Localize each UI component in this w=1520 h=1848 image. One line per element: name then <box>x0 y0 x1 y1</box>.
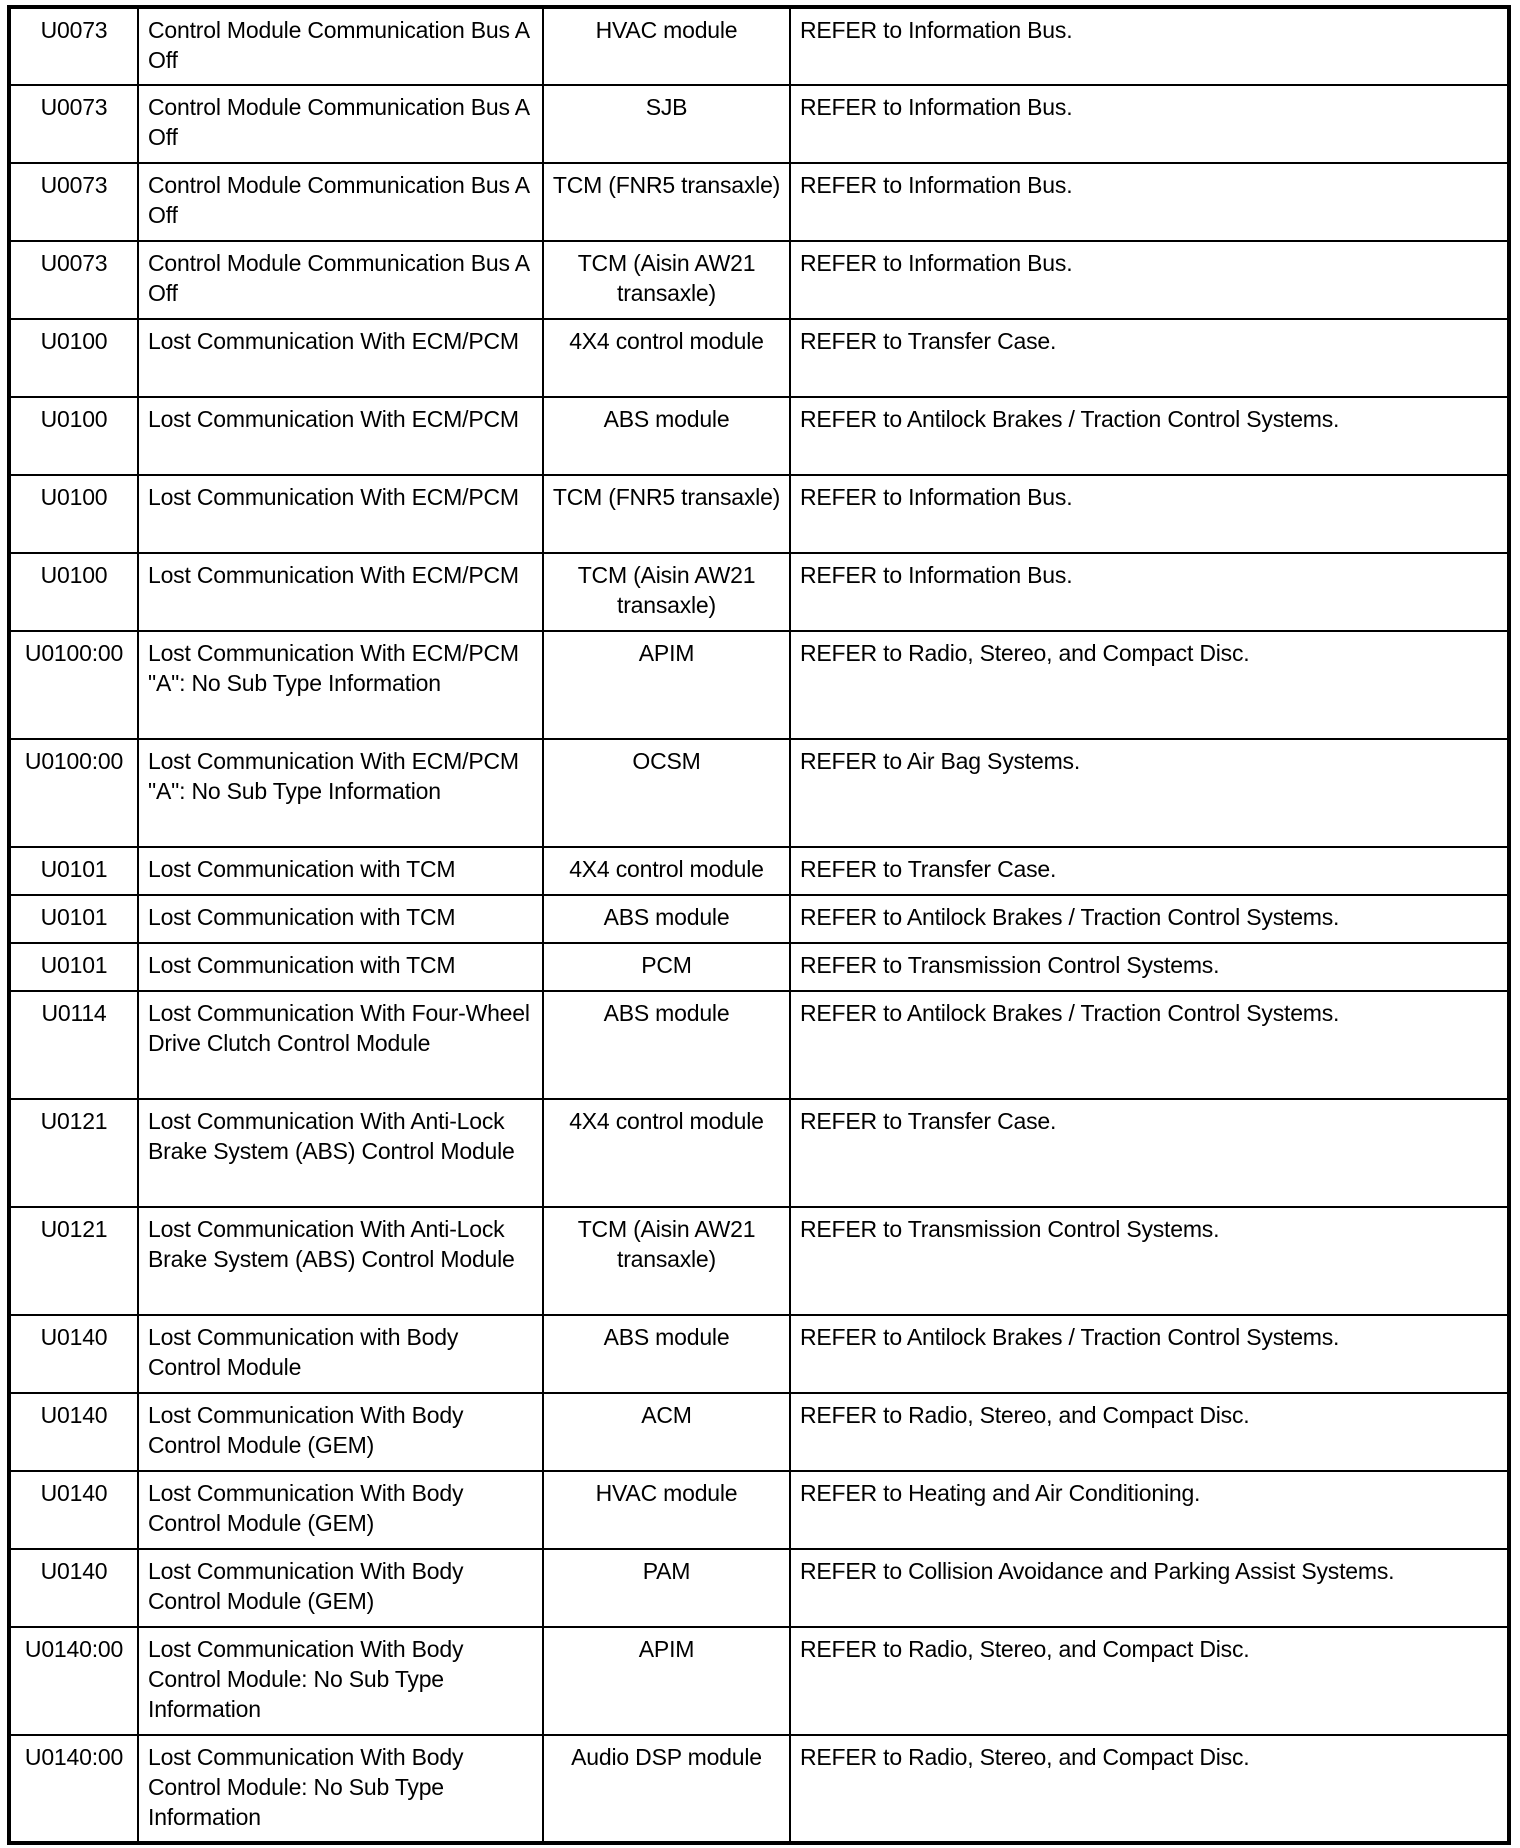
action-cell: REFER to Collision Avoidance and Parking Assist Systems. <box>790 1549 1509 1627</box>
dtc-description-cell: Lost Communication With ECM/PCM <box>138 475 543 553</box>
module-cell: TCM (FNR5 transaxle) <box>543 475 790 553</box>
dtc-code-cell: U0100 <box>9 319 138 397</box>
dtc-code-cell: U0101 <box>9 895 138 943</box>
module-cell: APIM <box>543 631 790 739</box>
table-row <box>9 1471 1509 1549</box>
dtc-description-cell: Control Module Communication Bus A Off <box>138 241 543 319</box>
table-row <box>9 1735 1509 1843</box>
dtc-description-cell: Lost Communication with TCM <box>138 895 543 943</box>
module-cell: HVAC module <box>543 1471 790 1549</box>
action-cell: REFER to Information Bus. <box>790 163 1509 241</box>
dtc-code-cell: U0101 <box>9 943 138 991</box>
module-cell: OCSM <box>543 739 790 847</box>
module-cell: ABS module <box>543 991 790 1099</box>
table-row <box>9 475 1509 553</box>
action-cell: REFER to Antilock Brakes / Traction Control Systems. <box>790 397 1509 475</box>
dtc-description-cell: Lost Communication With Body Control Module (GEM) <box>138 1471 543 1549</box>
action-cell: REFER to Transfer Case. <box>790 319 1509 397</box>
action-cell: REFER to Information Bus. <box>790 475 1509 553</box>
dtc-code-cell: U0100 <box>9 397 138 475</box>
dtc-code-cell: U0140:00 <box>9 1627 138 1735</box>
dtc-description-cell: Control Module Communication Bus A Off <box>138 85 543 163</box>
dtc-description-cell: Lost Communication With ECM/PCM <box>138 397 543 475</box>
action-cell: REFER to Air Bag Systems. <box>790 739 1509 847</box>
module-cell: TCM (Aisin AW21 transaxle) <box>543 1207 790 1315</box>
table-row <box>9 319 1509 397</box>
dtc-description-cell: Lost Communication With ECM/PCM <box>138 553 543 631</box>
dtc-description-cell: Lost Communication With Anti-Lock Brake System (ABS) Control Module <box>138 1099 543 1207</box>
module-cell: APIM <box>543 1627 790 1735</box>
dtc-description-cell: Lost Communication With ECM/PCM "A": No Sub Type Information <box>138 739 543 847</box>
action-cell: REFER to Transfer Case. <box>790 847 1509 895</box>
dtc-code-cell: U0073 <box>9 85 138 163</box>
table-row <box>9 7 1509 85</box>
action-cell: REFER to Antilock Brakes / Traction Control Systems. <box>790 895 1509 943</box>
dtc-code-cell: U0140 <box>9 1549 138 1627</box>
module-cell: HVAC module <box>543 7 790 85</box>
dtc-code-cell: U0114 <box>9 991 138 1099</box>
dtc-code-cell: U0100:00 <box>9 631 138 739</box>
module-cell: ABS module <box>543 397 790 475</box>
module-cell: 4X4 control module <box>543 1099 790 1207</box>
action-cell: REFER to Radio, Stereo, and Compact Disc. <box>790 1393 1509 1471</box>
dtc-description-cell: Lost Communication With Body Control Module: No Sub Type Information <box>138 1735 543 1843</box>
dtc-code-cell: U0073 <box>9 241 138 319</box>
table-row <box>9 397 1509 475</box>
dtc-description-cell: Lost Communication With Four-Wheel Drive Clutch Control Module <box>138 991 543 1099</box>
dtc-description-cell: Lost Communication With ECM/PCM "A": No Sub Type Information <box>138 631 543 739</box>
action-cell: REFER to Antilock Brakes / Traction Control Systems. <box>790 991 1509 1099</box>
dtc-code-cell: U0140 <box>9 1315 138 1393</box>
dtc-description-cell: Lost Communication with Body Control Module <box>138 1315 543 1393</box>
dtc-code-cell: U0140:00 <box>9 1735 138 1843</box>
dtc-description-cell: Lost Communication With Body Control Module (GEM) <box>138 1549 543 1627</box>
dtc-code-cell: U0121 <box>9 1099 138 1207</box>
action-cell: REFER to Radio, Stereo, and Compact Disc. <box>790 1627 1509 1735</box>
dtc-code-cell: U0100:00 <box>9 739 138 847</box>
dtc-description-cell: Lost Communication With ECM/PCM <box>138 319 543 397</box>
dtc-code-cell: U0100 <box>9 553 138 631</box>
table-row <box>9 1549 1509 1627</box>
dtc-code-cell: U0073 <box>9 7 138 85</box>
action-cell: REFER to Information Bus. <box>790 241 1509 319</box>
table-row <box>9 991 1509 1099</box>
table-row <box>9 1627 1509 1735</box>
module-cell: ABS module <box>543 1315 790 1393</box>
dtc-code-cell: U0140 <box>9 1471 138 1549</box>
dtc-code-cell: U0121 <box>9 1207 138 1315</box>
table-row <box>9 1393 1509 1471</box>
dtc-table <box>7 5 1511 1845</box>
table-row <box>9 895 1509 943</box>
action-cell: REFER to Radio, Stereo, and Compact Disc. <box>790 631 1509 739</box>
dtc-code-cell: U0140 <box>9 1393 138 1471</box>
action-cell: REFER to Heating and Air Conditioning. <box>790 1471 1509 1549</box>
action-cell: REFER to Information Bus. <box>790 553 1509 631</box>
table-row <box>9 1207 1509 1315</box>
module-cell: ACM <box>543 1393 790 1471</box>
dtc-description-cell: Lost Communication With Body Control Module: No Sub Type Information <box>138 1627 543 1735</box>
table-row <box>9 1099 1509 1207</box>
action-cell: REFER to Transmission Control Systems. <box>790 943 1509 991</box>
dtc-code-cell: U0100 <box>9 475 138 553</box>
module-cell: TCM (Aisin AW21 transaxle) <box>543 241 790 319</box>
table-row <box>9 163 1509 241</box>
action-cell: REFER to Transmission Control Systems. <box>790 1207 1509 1315</box>
module-cell: 4X4 control module <box>543 847 790 895</box>
dtc-description-cell: Lost Communication With Anti-Lock Brake System (ABS) Control Module <box>138 1207 543 1315</box>
dtc-description-cell: Lost Communication with TCM <box>138 943 543 991</box>
table-row <box>9 631 1509 739</box>
table-row <box>9 739 1509 847</box>
module-cell: Audio DSP module <box>543 1735 790 1843</box>
table-row <box>9 1315 1509 1393</box>
dtc-description-cell: Lost Communication With Body Control Module (GEM) <box>138 1393 543 1471</box>
action-cell: REFER to Antilock Brakes / Traction Control Systems. <box>790 1315 1509 1393</box>
action-cell: REFER to Transfer Case. <box>790 1099 1509 1207</box>
dtc-description-cell: Control Module Communication Bus A Off <box>138 7 543 85</box>
module-cell: 4X4 control module <box>543 319 790 397</box>
table-row <box>9 943 1509 991</box>
module-cell: PCM <box>543 943 790 991</box>
action-cell: REFER to Information Bus. <box>790 85 1509 163</box>
dtc-table-body <box>9 7 1509 1843</box>
action-cell: REFER to Information Bus. <box>790 7 1509 85</box>
dtc-description-cell: Lost Communication with TCM <box>138 847 543 895</box>
module-cell: SJB <box>543 85 790 163</box>
dtc-description-cell: Control Module Communication Bus A Off <box>138 163 543 241</box>
table-row <box>9 847 1509 895</box>
table-row <box>9 553 1509 631</box>
module-cell: PAM <box>543 1549 790 1627</box>
dtc-code-cell: U0073 <box>9 163 138 241</box>
module-cell: ABS module <box>543 895 790 943</box>
module-cell: TCM (FNR5 transaxle) <box>543 163 790 241</box>
dtc-code-cell: U0101 <box>9 847 138 895</box>
table-row <box>9 241 1509 319</box>
table-row <box>9 85 1509 163</box>
action-cell: REFER to Radio, Stereo, and Compact Disc. <box>790 1735 1509 1843</box>
module-cell: TCM (Aisin AW21 transaxle) <box>543 553 790 631</box>
